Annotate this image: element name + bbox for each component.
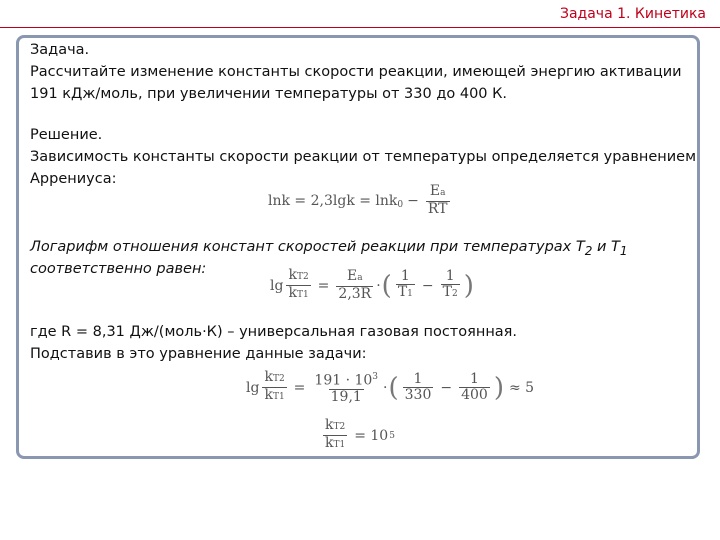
log-ratio-line-1 bbox=[30, 237, 628, 261]
arrhenius-minus: − bbox=[407, 192, 419, 209]
substitution-formula bbox=[246, 370, 538, 405]
f2-e-fraction bbox=[336, 269, 373, 302]
arrhenius-numerator: E bbox=[429, 183, 441, 199]
solution-label: Решение. bbox=[30, 127, 103, 143]
f2-t1-den-sub: 1 bbox=[407, 289, 413, 299]
f2-left-paren: ( bbox=[381, 270, 392, 301]
f2-t1-den: T bbox=[397, 284, 408, 300]
f3-num-sup: 3 bbox=[372, 372, 379, 383]
f2-e-den: 2,3R bbox=[338, 286, 372, 302]
f2-k-fraction bbox=[286, 268, 310, 303]
arrhenius-left-sub: 0 bbox=[397, 199, 404, 210]
substitution-line: Подставив в это уравнение данные задачи: bbox=[30, 346, 367, 362]
f2-k-den-sub: T1 bbox=[296, 290, 309, 300]
f2-t1-fraction bbox=[396, 269, 415, 302]
f4-equals: = 10 bbox=[354, 427, 389, 444]
f3-k-num-sub: T2 bbox=[272, 374, 285, 384]
solution-line-2: Аррениуса: bbox=[30, 171, 117, 187]
log-ratio-line-2: соответственно равен: bbox=[30, 261, 207, 277]
log-ratio-mid: и T bbox=[592, 239, 620, 255]
f3-lg: lg bbox=[246, 379, 260, 396]
f3-equals: = bbox=[293, 379, 306, 396]
f3-400-den: 400 bbox=[461, 387, 488, 403]
gas-constant-line: где R = 8,31 Дж/(моль·К) – универсальная газовая постоянная. bbox=[30, 324, 518, 340]
log-ratio-text: Логарифм отношения констант скоростей реакции при температурах T bbox=[30, 239, 585, 255]
f3-value-fraction bbox=[312, 370, 380, 405]
f2-t2-den: T bbox=[442, 284, 452, 300]
f3-330-fraction bbox=[403, 372, 434, 403]
f4-exp: 5 bbox=[389, 430, 395, 441]
task-label: Задача. bbox=[30, 42, 90, 58]
slide-title: Задача 1. Кинетика bbox=[559, 6, 706, 22]
arrhenius-numerator-sub: a bbox=[440, 188, 446, 198]
f4-k-den: k bbox=[325, 435, 334, 451]
f2-k-den: k bbox=[288, 285, 297, 301]
f4-k-den-sub: T1 bbox=[333, 440, 346, 450]
f2-e-num: E bbox=[347, 268, 358, 284]
title-underline bbox=[0, 27, 720, 28]
f2-k-num: k bbox=[288, 267, 297, 283]
f2-lg: lg bbox=[270, 277, 284, 294]
log-ratio-sub-a: 2 bbox=[584, 243, 593, 258]
task-line-1: Рассчитайте изменение константы скорости реакции, имеющей энергию активации bbox=[30, 64, 682, 80]
f2-t2-num: 1 bbox=[445, 268, 455, 284]
f2-k-num-sub: T2 bbox=[296, 272, 309, 282]
log-ratio-sub-b: 1 bbox=[619, 243, 628, 258]
arrhenius-fraction bbox=[426, 184, 450, 217]
f2-t2-den-sub: 2 bbox=[451, 289, 458, 299]
arrhenius-left: lnk = 2,3lgk = lnk bbox=[268, 192, 398, 209]
f3-k-fraction bbox=[262, 370, 286, 405]
f3-400-fraction bbox=[459, 372, 490, 403]
result-formula bbox=[320, 418, 395, 453]
f3-k-den: k bbox=[264, 387, 273, 403]
arrhenius-formula bbox=[268, 184, 453, 217]
f4-k-fraction bbox=[323, 418, 347, 453]
f3-k-den-sub: T1 bbox=[272, 392, 285, 402]
solution-line-1: Зависимость константы скорости реакции от температуры определяется уравнением bbox=[30, 149, 697, 165]
f4-k-num: k bbox=[325, 417, 334, 433]
f3-num: 191 · 10 bbox=[314, 372, 373, 389]
f2-e-num-sub: a bbox=[357, 273, 363, 283]
f3-minus: − bbox=[440, 379, 453, 396]
f3-400-num: 1 bbox=[470, 371, 479, 387]
arrhenius-denominator: RT bbox=[427, 201, 448, 217]
f2-t2-fraction bbox=[441, 269, 460, 302]
f2-minus: − bbox=[421, 277, 434, 294]
f4-k-num-sub: T2 bbox=[333, 422, 346, 432]
task-line-2: 191 кДж/моль, при увеличении температуры от 330 до 400 К. bbox=[30, 86, 508, 102]
f3-den: 19,1 bbox=[330, 388, 362, 405]
f2-t1-num: 1 bbox=[400, 268, 410, 284]
f3-left-paren: ( bbox=[388, 372, 399, 403]
f2-dot: · bbox=[376, 277, 381, 294]
f3-approx: ≈ 5 bbox=[509, 379, 535, 396]
f3-dot: · bbox=[383, 379, 388, 396]
f3-right-paren: ) bbox=[493, 372, 504, 403]
f3-330-den: 330 bbox=[404, 387, 432, 403]
f2-equals: = bbox=[317, 277, 330, 294]
log-ratio-formula bbox=[270, 268, 475, 303]
f3-k-num: k bbox=[264, 369, 273, 385]
f2-right-paren: ) bbox=[463, 270, 474, 301]
f3-330-num: 1 bbox=[413, 371, 423, 387]
